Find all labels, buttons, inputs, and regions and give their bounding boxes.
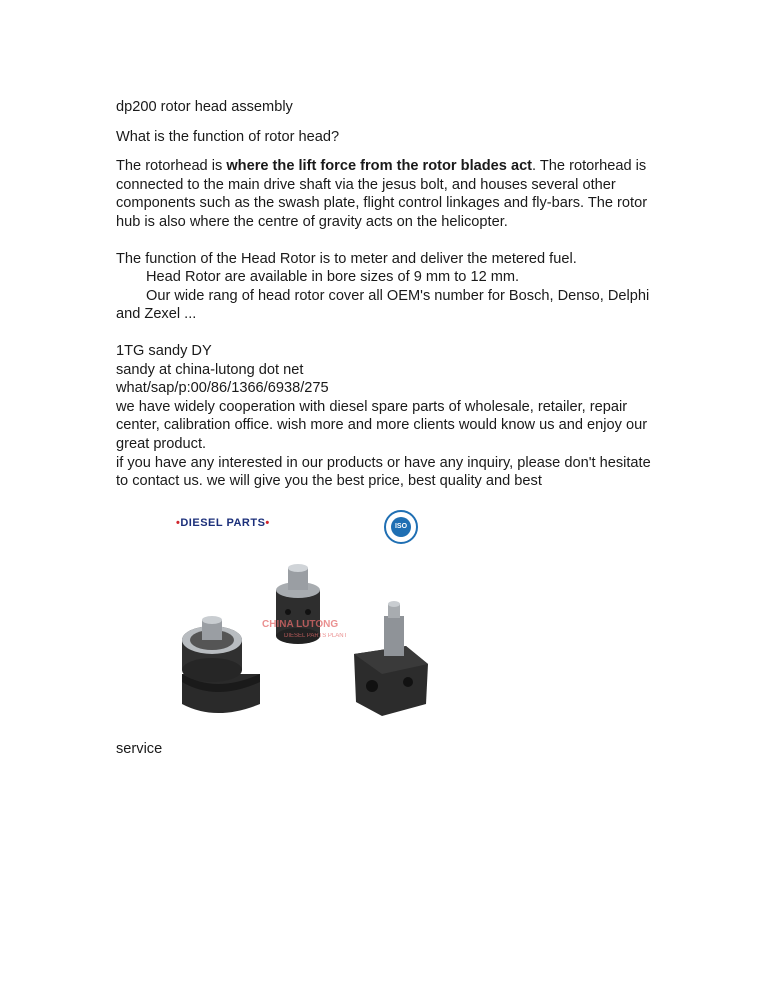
contact-email: sandy at china-lutong dot net (116, 361, 304, 378)
cooperation-paragraph: we have widely cooperation with diesel spare parts of wholesale, retailer, repair center, calibration office. wish more and more clients would know us and enjoy our great product. (116, 398, 648, 452)
bore-line: Head Rotor are available in bore sizes of 9 mm to 12 mm. (146, 269, 520, 286)
contact-phone: what/sap/p:00/86/1366/6938/275 (116, 380, 329, 397)
doc-title: dp200 rotor head assembly (116, 99, 293, 115)
question-heading: What is the function of rotor head? (116, 128, 340, 145)
answer-paragraph (116, 157, 656, 231)
document-body (116, 98, 656, 491)
iso-badge-icon: ISO (384, 510, 418, 544)
rotor-head-right-icon (354, 601, 428, 716)
range-line: Our wide rang of head rotor cover all OEM's number for Bosch, Denso, Delphi and Zexel ... (116, 287, 650, 323)
answer-post: . The rotorhead is connected to the main drive shaft via the jesus bolt, and houses several other components such as the swash plate, flight control linkages and fly-bars. The rotor hub is also where the centre of gravity acts on the helicopter. (116, 158, 648, 230)
answer-pre: The rotorhead is (116, 158, 227, 175)
answer-bold: where the lift force from the rotor blades act (226, 158, 533, 175)
function-line: The function of the Head Rotor is to meter and deliver the metered fuel. (116, 250, 577, 267)
watermark-text: CHINA LUTONG (262, 619, 339, 630)
product-image (176, 510, 438, 728)
watermark-subtext: DIESEL PARTS PLANT (284, 633, 348, 639)
trailing-word: service (116, 741, 163, 757)
inquiry-paragraph: if you have any interested in our products or have any inquiry, please don't hesitate to contact us. we will give you the best price, best quality and best (116, 454, 651, 490)
diesel-parts-logo: •DIESEL PARTS• (176, 517, 270, 529)
contact-name: 1TG sandy DY (116, 342, 212, 359)
rotor-head-left-icon (182, 616, 260, 713)
